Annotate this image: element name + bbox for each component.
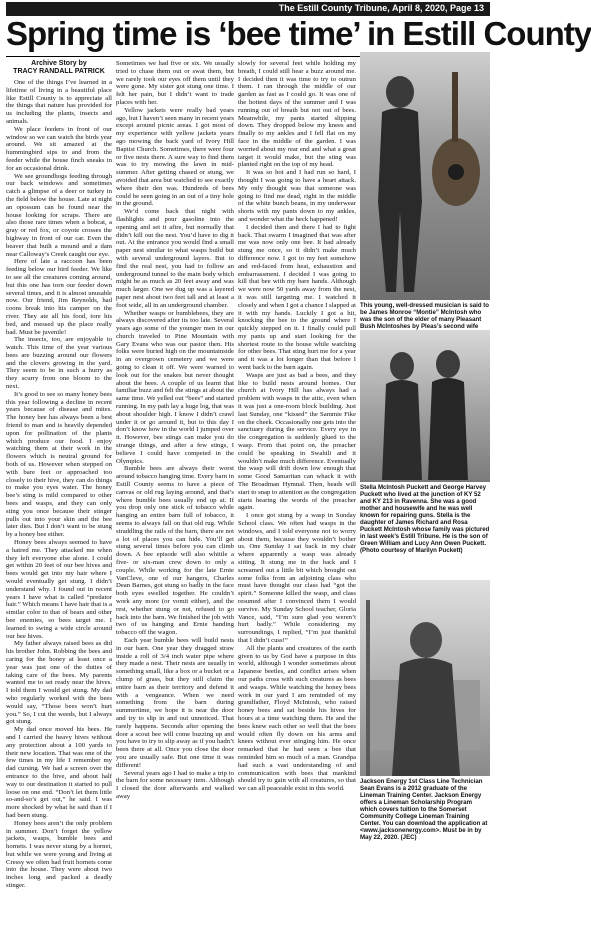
paragraph: It was so hot and I had run so hard, I thought I was going to have a heart attack. My only thought was that someone was going to find me dead, right in the middle of the white bunch beans, in my underwear shorts with my pants down to my ankles, and wonder what the heck happened!: [238, 169, 356, 223]
byline: [6, 60, 112, 76]
paragraph: Here of late a raccoon has been feeding below our bird feeder. We like to see all the creatures coming around, but this one has torn our feeder down several times, and it is almost unusable now. Our friend, Jim Reynolds, had coons break into his camper on the river. They ate all his food, tore his bed, and messed up the place really bad. Must be juvenile!: [6, 258, 112, 336]
paragraph: I decided then and there I had to fight back. That swarm I imagined that was after me was now only one bee. It had already stung me once, so it didn’t make much difference now. I got to my feet somehow and red-faced from heat, exhaustion and embarrassment. I decided I was going to kill that bee with my bare hands. Although we were now 50 yards away from the nest, it was still targeting me. I watched it closely and when I got a chance I slapped at it with my hands. Luckily I got a hit, knocking the bee to the ground where I quickly stepped on it. I finally could pull my pants up and start looking for the shortest route to the house while watching for other bees. That sting hurt me for a year and it was a lot longer than that before I went back to the barn again.: [238, 223, 356, 372]
paragraph: My dad once moved his bees. He and I carried the heavy hives without any protection about a 100 yards to their new location. That was one of the few times in my life I remember my dad cursing. We had a screen over the entrance to the hive, and about half way to our destination it started to pull loose on one end. “Don’t let them little so-and-so’s get out,” he said. I was more shocked by what he said than if I had been stung.: [6, 726, 112, 819]
paragraph: All the plants and creatures of the earth given to us by God have a purpose in this world, although I wonder sometimes about Japanese beetles, and conflict arises when our paths cross with such creatures as bees and wasps. While watching the honey bees work in our yard I am reminded of my grandfather, Floyd McIntosh, who raised honey bees and sat beside his hives for hours at a time watching them. He and the bees knew each other so well that the bees would often fly down on his arms and knees without ever stinging him. He once remarked that he had seen a bee that reminded him so much of a man. Grandpa had such a vast understanding of and communication with bees that mankind should try to gain with all creatures, so that we can all peaceable exist in this world.: [238, 644, 356, 793]
paragraph: It’s good to see so many honey bees this year following a decline in recent years because of disease and mites. The honey bee has always been a best friend to man and is heavily depended upon for pollination of the plants which produce our food. I enjoy watching them at their work in the flowers which is neutral ground for both of us. However when stepped on with bare feet or approached too closely to their hive, they can do things to make you eyes water. The honey bee’s sting is mild compared to other bees and wasps, and they can only sting you once because their stinger pulls out into your skin and the bee later dies. But I don’t want to be stung by a honey bee either.: [6, 390, 112, 539]
paragraph: Whether wasps or bumblebees, they are always discovered after its too late. Several years ago some of the younger men in our church traveled to Pine Mountain with Gary Evans who was our pastor then. His folks were buried high on the mountainside in an overgrown cemetery and we were going to clean it off. We were warned to look out for the snakes but never thought about the bees. A couple of us learnt that familiar buzz and felt the stings at about the same time. We yelled out “bees” and started running. In my path lay a huge log, that was about shoulder high. I know I didn’t crawl under it or go around it, but to this day I don’t know how in the world I jumped over it. However, bee stings can make you do strange things, and after a few stings, I believe I could have competed in the Olympics.: [116, 309, 234, 465]
byline-line-1: Archive Story by: [31, 60, 87, 67]
paragraph: We place feeders in front of our window so we can watch the birds year around. We sit amazed at the hummingbird sips to and from the feeder while the house finch sneaks in for an occasional drink.: [6, 125, 112, 172]
headline: Spring time is ‘bee time’ in Estill County: [6, 15, 591, 52]
paragraph: Bumble bees are always their worst around tobacco hanging time. Every barn in Estill County seems to have a piece of canvas or old rug laying around, and that’s where bumble bees usually end up at. If you drop only one stick of tobacco while hanging an entire barn full of tobacco, it seems to always fall on that old rug. While straddling the rails of the barn, there are not a lot of places you can hide. You’ll get stung several times before you can climb down. A bee episode will also whittle a five- or six-man crew down to only a couple. While working for the late Ernie VanCleve, one of our hangers, Charles Dean Barnes, got stung so badly in the face both eyes swelled together. He couldn’t work any more (or vomit either), and the rest, whether stung or not, refused to go back into the barn. We finished the job with two of us hanging and Ernie handing tobacco off the wagon.: [116, 465, 234, 637]
article-column-2: [116, 60, 234, 936]
caption-couple: Stella McIntosh Puckett and George Harvey Puckett who lived at the junction of KY 52 and KY 213 in Ravenna. She was a good mother and housewife and he was well known for repairing guns. Stella is the daughter of James Richard and Rosa Puckett McIntosh whose family was pictured in last week’s Estill Tribune. He is the son of Green William and Lucy Ann Owen Puckett. (Photo courtesy of Marilyn Puckett): [360, 484, 490, 554]
paragraph: slowly for several feet while holding my breath, I could still hear a buzz around me. I decided then it was time to try to outrun them. I ran through the middle of our garden as fast as I could go. It was one of the hottest days of the summer and I was running out of breath but not out of bees. Meanwhile, my pants started slipping down. They dropped below my knees and finally to my ankles and I fell flat on my face in the middle of the garden. I was worried about my rear end and what a great target it would make, but the sting was planted right on the top of my head.: [238, 60, 356, 169]
paragraph: The insects, too, are enjoyable to watch. This time of the year various bees are buzzing around our flowers and the clovers growing in the yard. They seem to be in such a hurry as they scurry from one bloom to the next.: [6, 336, 112, 391]
paragraph: We’d come back that night with flashlights and pour gasoline into the opening and set it afire, but normally that didn’t kill out the nest. You’d have to dig it out. At the entrance you would find a small paper nest similar to what wasps build but with several underground layers. But to find the real nest, you had to follow an underground tunnel to the main body which might be as much as 20 feet away and was much larger. One we dug up was a layered paper nest about two feet tall and at least a foot wide, all in an underground chamber.: [116, 208, 234, 309]
paragraph: Sometimes we had five or six. We usually tried to chase them out or swat them, but we rarely took our eyes off them until they were gone. My sister got stung one time. I felt her pain, but I didn’t want to trade places with her.: [116, 60, 234, 106]
photo-couple: [360, 330, 490, 482]
caption-musician: This young, well-dressed musician is said to be James Monroe “Montie” McIntosh who was the son of the elder of many Pleasant Bush McIntoshes by Pleas’s second wife: [360, 302, 490, 330]
article-column-1: [6, 60, 112, 936]
paragraph: I once got stung by a wasp in Sunday School class. We often had wasps in the windows, and I told everyone not to worry about them, because they wouldn’t bother us. One Sunday I sat back in my chair where apparently a wasp was already sitting. It stung me in the back and I screamed out a little bit which brought out some folks from an adjoining class who must have thought our class had “got the spirit.” Someone killed the wasp, and class resumed after I convinced them I would survive. My Sunday School teacher, Gloria Vance, said, “I’m sure glad you weren’t hurt badly.” While considering my surroundings, I replied, “I’m just thankful that I didn’t cuss!”: [238, 512, 356, 644]
article-column-3: [238, 60, 356, 936]
page-header-text: The Estill County Tribune, April 8, 2020, Page 13: [278, 3, 484, 13]
paragraph: Each year bumble bees will build nests in our barn. One year they dragged straw inside a roll of 3/4 inch water pipe where they made a nest. Their nests are usually in something small, like a box or a bucket or a clump of grass, but they still claim the entire barn as their territory and defend it with a vengeance. When we need something from the barn during summertime, we hope it is near the door and try to slip in and out unnoticed. That rarely happens. Seconds after opening the door a scout bee will come buzzing up and you have to try to slip away as if you hadn’t been there at all. Once you close the door you are usually safe. But one time it was different!: [116, 636, 234, 769]
couple-silhouette-image: [360, 330, 490, 482]
paragraph: Wasps are just as bad a bees, and they like to build nests around homes. Our church at Ivory Hill has always had a problem with wasps in the attic, even when it was just a one-room block building. Just last Sunday, one “kissed” the Sammie Fike on the cheek. Occasionally one gets into the sanctuary during the service. Every eye in the congregation is suddenly glued to the wasp. From that point on, the preacher could be speaking in Swahili and it wouldn’t make much difference. Eventually the wasp will drift down low enough that some Good Samaritan can whack it with The Broadman Hymnal. Then, heads will start to snap to attention as the congregation starts hearing the words of the preacher again.: [238, 371, 356, 512]
caption-lineman: Jackson Energy 1st Class Line Technician Sean Evans is a 2012 graduate of the Lineman Training Center. Jackson Energy offers a Lineman Scholarship Program which covers tuition to the Somerset Community College Lineman Training Center. You can download the application at <www.jacksonenergy.com>. Must be in by May 22, 2020. (JEC): [360, 778, 488, 841]
photo-lineman: [360, 580, 490, 776]
musician-silhouette-image: [360, 52, 490, 300]
paragraph: Honey bees always seemed to have a hatred me. They attacked me when they left everyone else alone. I could get within 20 feet of our bee hives and bees would get into my hair where I would eventually get stung. I didn’t understand why. I found out in recent years I have what is called “predator hair.” Which means I have hair that is a similar color to that of bears and other bee enemies, so bees target me. I learned to swing a wide circle around our bee hives.: [6, 539, 112, 640]
paragraph: Yellow jackets were really bad years ago, but I haven’t seen many in recent years except around picnic areas. I got most of my experience with yellow jackets years ago mowing the back yard of Ivory Hill Baptist Church. Sometimes, there were four or five nests there. A sure way to find them was to try mowing the lawn in mid-summer. After getting chased or stung, we avoided that area but watched to see exactly where their den was. Hundreds of bees could be seen going in an out of a tiny hole in the ground.: [116, 106, 234, 208]
paragraph: My father always raised bees as did his brother John. Robbing the bees and caring for the honey at least once a year was just one of the duties of taking care of the bees. My parents wanted me to set ready near the hives. I told them I would get stung. My dad who regularly worked with the bees would say, “Those bees won’t hurt you.” So, I cut the weeds, but I always got stung.: [6, 640, 112, 726]
paragraph: Honey bees aren’t the only problem in summer. Don’t forget the yellow jackets, wasps, bumble bees and hornets. I was never stung by a hornet, but while we were young and living at Cressy we often had fruit hornets come into the house. They were about two inches long and packed a deadly stinger.: [6, 819, 112, 890]
paragraph: One of the things I’ve learned in a lifetime of living in a beautiful place like Estill County is to appreciate all the things that nature has provided for us including the plants, insects and animals.: [6, 79, 112, 125]
lineman-silhouette-image: [360, 580, 490, 776]
byline-line-2: TRACY RANDALL PATRICK: [13, 68, 105, 75]
photo-musician: [360, 52, 490, 300]
paragraph: Several years ago I had to make a trip to the barn for some necessary item. Although I closed the door afterwards and walked away: [116, 769, 234, 800]
paragraph: We see groundhogs feeding through our back windows and sometimes catch a glimpse of a deer or turkey in the field below the house. Late at night an opossum can be found near the house looking for scraps. There are also those rare times when a bobcat, a gray or red fox, or coyote crosses the highway in front of our car. Even the beaver that built a mound and a dam near Calloway’s Creek caught our eye.: [6, 172, 112, 258]
